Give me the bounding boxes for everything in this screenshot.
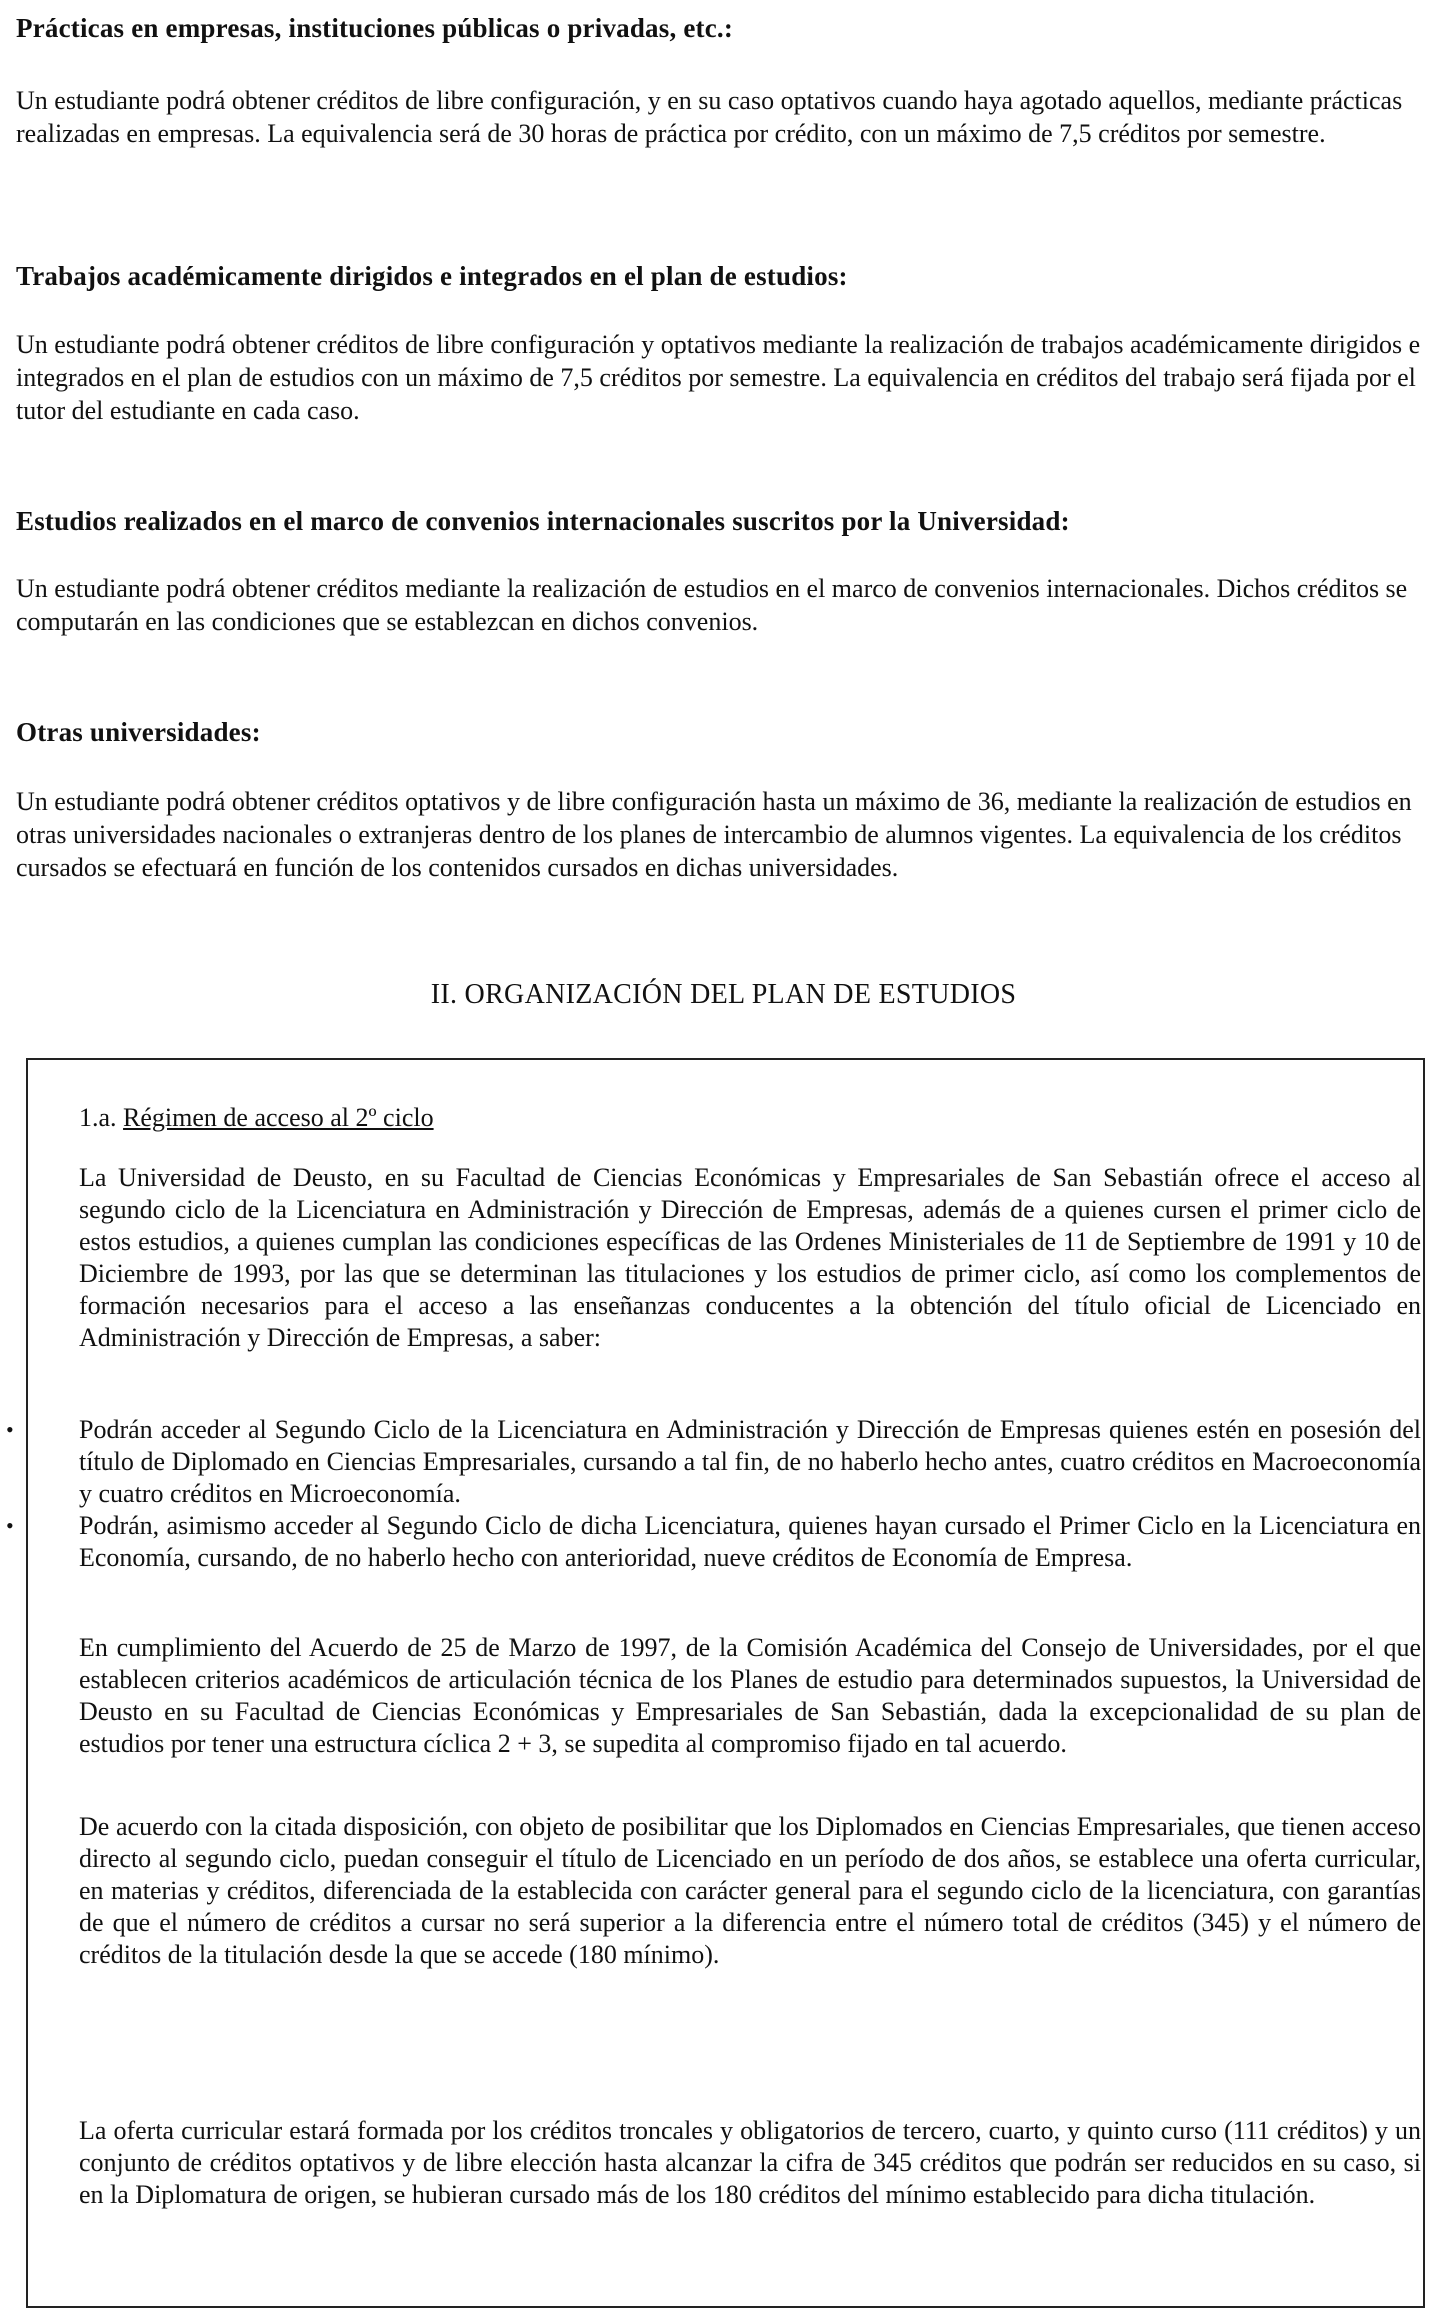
- subsection-title: Régimen de acceso al 2º ciclo: [123, 1103, 434, 1132]
- bullet-marker: •: [6, 1513, 14, 1538]
- subsection-heading: [79, 1102, 434, 1134]
- box-paragraph: De acuerdo con la citada disposición, con objeto de posibilitar que los Diplomados en Ciencias Empresariales, que tienen acceso directo al segundo ciclo, puedan conseguir el título de Licenciado en un período de dos años, se establece una oferta curricular, en materias y créditos, diferenciada de la establecida con carácter general para el segundo ciclo de la licenciatura, con garantías de que el número de créditos a cursar no será superior a la diferencia entre el número total de créditos (345) y el número de créditos de la titulación desde la que se accede (180 mínimo).: [79, 1812, 1421, 1969]
- bullet-item: Podrán, asimismo acceder al Segundo Ciclo de dicha Licenciatura, quienes hayan cursado el Primer Ciclo en la Licenciatura en Economía, cursando, de no haberlo hecho con anterioridad, nueve créditos de Economía de Empresa.: [79, 1511, 1421, 1572]
- bullet-item: Podrán acceder al Segundo Ciclo de la Licenciatura en Administración y Dirección de Empresas quienes estén en posesión del título de Diplomado en Ciencias Empresariales, cursando a tal fin, de no haberlo hecho antes, cuatro créditos en Macroeconomía y cuatro créditos en Microeconomía.: [79, 1415, 1421, 1508]
- box-paragraph: La oferta curricular estará formada por los créditos troncales y obligatorios de tercero, cuarto, y quinto curso (111 créditos) y un conjunto de créditos optativos y de libre elección hasta alcanzar la cifra de 345 créditos que podrán ser reducidos en su caso, si en la Diplomatura de origen, se hubieran cursado más de los 180 créditos del mínimo establecido para dicha titulación.: [79, 2116, 1421, 2209]
- section-body-trabajos: Un estudiante podrá obtener créditos de libre configuración y optativos mediante la realización de trabajos académicamente dirigidos e integrados en el plan de estudios con un máximo de 7,5 créditos por semestre. La equivalencia en créditos del trabajo será fijada por el tutor del estudiante en cada caso.: [16, 330, 1421, 425]
- box-intro-paragraph: La Universidad de Deusto, en su Facultad de Ciencias Económicas y Empresariales de San Sebastián ofrece el acceso al segundo ciclo de la Licenciatura en Administración y Dirección de Empresas, además de a quienes cursen el primer ciclo de estos estudios, a quienes cumplan las condiciones específicas de las Ordenes Ministeriales de 11 de Septiembre de 1991 y 10 de Diciembre de 1993, por las que se determinan las titulaciones y los estudios de primer ciclo, así como los complementos de formación necesarios para el acceso a las enseñanzas conducentes a la obtención del título oficial de Licenciado en Administración y Dirección de Empresas, a saber:: [79, 1163, 1421, 1352]
- section-heading-otras-universidades: Otras universidades:: [16, 717, 261, 747]
- box-paragraph: En cumplimiento del Acuerdo de 25 de Marzo de 1997, de la Comisión Académica del Consejo de Universidades, por el que establecen criterios académicos de articulación técnica de los Planes de estudio para determinados supuestos, la Universidad de Deusto en su Facultad de Ciencias Económicas y Empresariales de San Sebastián, dada la excepcionalidad de su plan de estudios por tener una estructura cíclica 2 + 3, se supedita al compromiso fijado en tal acuerdo.: [79, 1633, 1421, 1758]
- section-heading-trabajos: Trabajos académicamente dirigidos e integrados en el plan de estudios:: [16, 261, 848, 291]
- section-body-practicas: Un estudiante podrá obtener créditos de libre configuración, y en su caso optativos cuando haya agotado aquellos, mediante prácticas realizadas en empresas. La equivalencia será de 30 horas de práctica por crédito, con un máximo de 7,5 créditos por semestre.: [16, 86, 1403, 148]
- section-body-otras-universidades: Un estudiante podrá obtener créditos optativos y de libre configuración hasta un máximo de 36, mediante la realización de estudios en otras universidades nacionales o extranjeras dentro de los planes de intercambio de alumnos vigentes. La equivalencia de los créditos cursados se efectuará en función de los contenidos cursados en dichas universidades.: [16, 787, 1412, 882]
- subsection-number: 1.a.: [79, 1103, 117, 1132]
- section-title: II. ORGANIZACIÓN DEL PLAN DE ESTUDIOS: [430, 979, 1017, 1010]
- bullet-marker: •: [6, 1417, 14, 1442]
- section-heading-practicas: Prácticas en empresas, instituciones públicas o privadas, etc.:: [16, 13, 734, 43]
- section-body-convenios: Un estudiante podrá obtener créditos mediante la realización de estudios en el marco de convenios internacionales. Dichos créditos se computarán en las condiciones que se establezcan en dichos convenios.: [16, 574, 1408, 636]
- section-heading-convenios: Estudios realizados en el marco de convenios internacionales suscritos por la Universidad:: [16, 506, 1070, 536]
